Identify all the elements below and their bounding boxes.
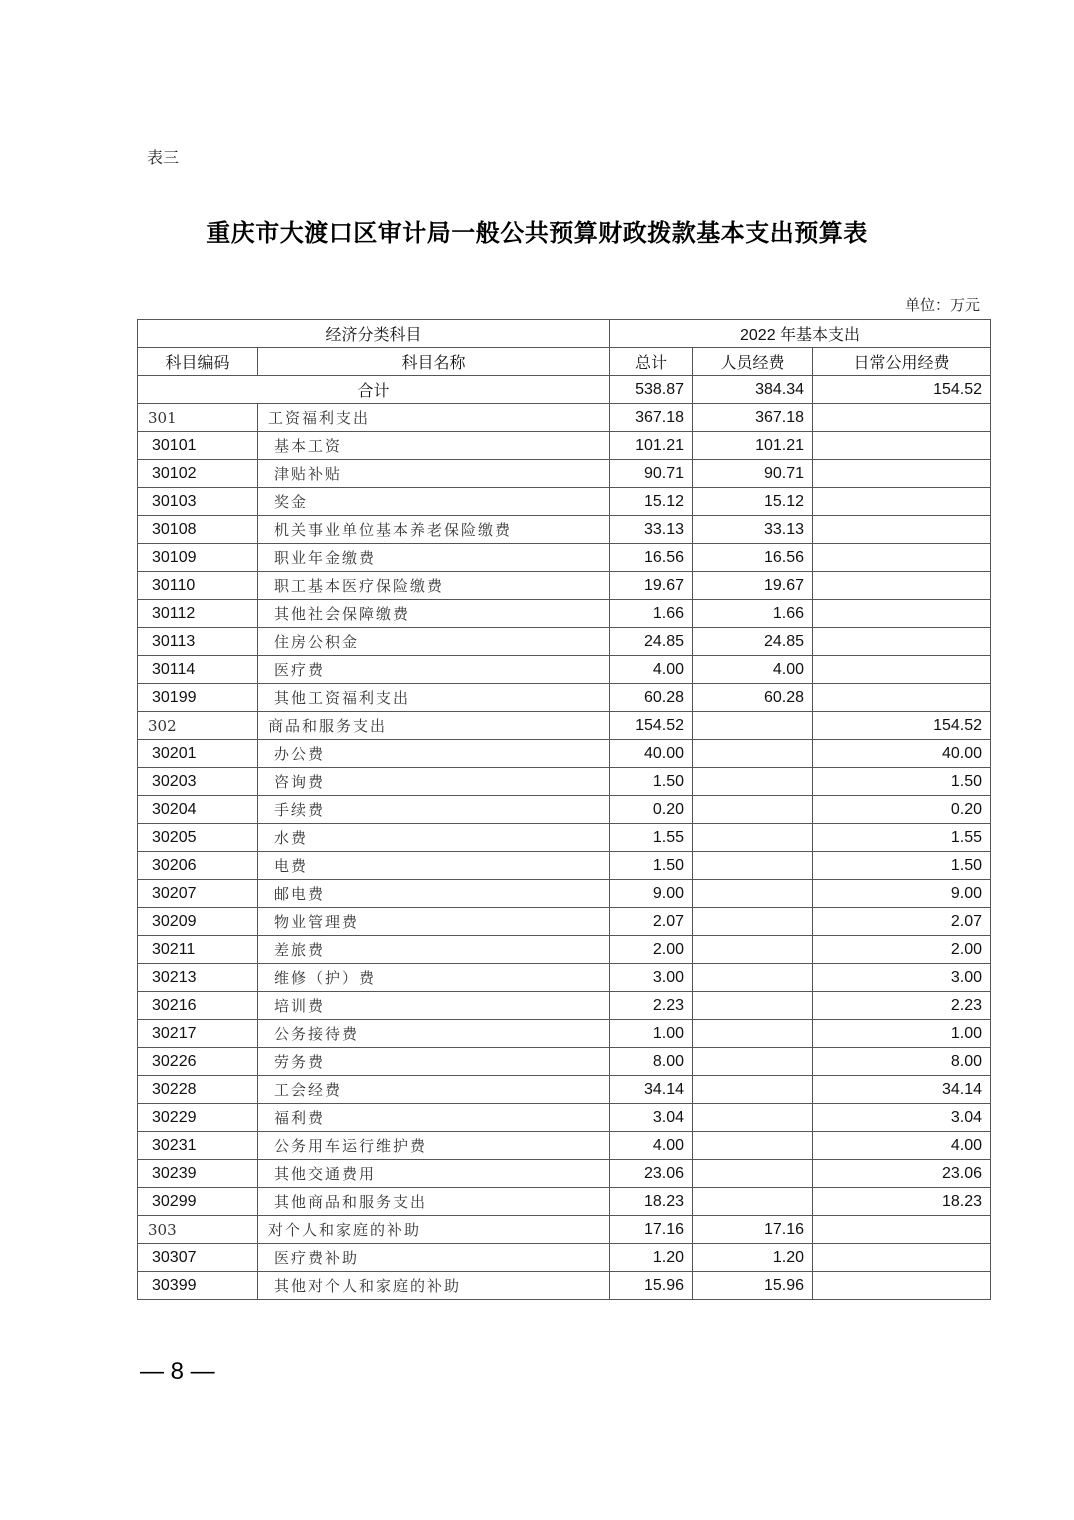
cell-code: 30112 (138, 600, 258, 628)
cell-name: 维修（护）费 (258, 964, 610, 992)
cell-name: 手续费 (258, 796, 610, 824)
cell-personnel (693, 1160, 813, 1188)
cell-personnel: 17.16 (693, 1216, 813, 1244)
cell-name: 工资福利支出 (258, 404, 610, 432)
cell-public (813, 600, 991, 628)
cell-total: 1.50 (610, 852, 693, 880)
cell-code: 30228 (138, 1076, 258, 1104)
table-row (138, 936, 991, 964)
table-row (138, 1104, 991, 1132)
cell-total: 0.20 (610, 796, 693, 824)
cell-code: 30239 (138, 1160, 258, 1188)
cell-public: 3.04 (813, 1104, 991, 1132)
header-total: 总计 (610, 348, 693, 376)
cell-name: 其他对个人和家庭的补助 (258, 1272, 610, 1300)
cell-personnel (693, 740, 813, 768)
cell-personnel (693, 712, 813, 740)
cell-public: 1.55 (813, 824, 991, 852)
cell-public (813, 544, 991, 572)
cell-personnel: 101.21 (693, 432, 813, 460)
cell-public: 3.00 (813, 964, 991, 992)
table-row (138, 1188, 991, 1216)
cell-personnel (693, 992, 813, 1020)
cell-code: 30207 (138, 880, 258, 908)
cell-name: 公务用车运行维护费 (258, 1132, 610, 1160)
cell-name: 电费 (258, 852, 610, 880)
table-row (138, 684, 991, 712)
cell-personnel (693, 852, 813, 880)
cell-personnel: 1.20 (693, 1244, 813, 1272)
cell-public: 40.00 (813, 740, 991, 768)
page-number: — 8 — (140, 1358, 215, 1385)
cell-public (813, 1216, 991, 1244)
cell-total: 4.00 (610, 1132, 693, 1160)
table-row (138, 516, 991, 544)
table-group-row (138, 404, 991, 432)
cell-name: 培训费 (258, 992, 610, 1020)
cell-total: 33.13 (610, 516, 693, 544)
table-row (138, 824, 991, 852)
total-label: 合计 (138, 376, 610, 404)
cell-total: 1.55 (610, 824, 693, 852)
cell-name: 公务接待费 (258, 1020, 610, 1048)
cell-total: 90.71 (610, 460, 693, 488)
table-group-row (138, 712, 991, 740)
cell-public: 0.20 (813, 796, 991, 824)
cell-total: 1.00 (610, 1020, 693, 1048)
cell-code: 30307 (138, 1244, 258, 1272)
cell-personnel: 33.13 (693, 516, 813, 544)
cell-personnel: 1.66 (693, 600, 813, 628)
cell-total: 24.85 (610, 628, 693, 656)
cell-code: 30109 (138, 544, 258, 572)
cell-public: 4.00 (813, 1132, 991, 1160)
cell-public (813, 488, 991, 516)
total-row (138, 376, 991, 404)
table-group-row (138, 1216, 991, 1244)
table-row (138, 600, 991, 628)
cell-personnel: 60.28 (693, 684, 813, 712)
cell-code: 30204 (138, 796, 258, 824)
cell-name: 其他工资福利支出 (258, 684, 610, 712)
cell-code: 303 (138, 1216, 258, 1244)
table-row (138, 852, 991, 880)
cell-total: 60.28 (610, 684, 693, 712)
table-row (138, 572, 991, 600)
cell-public: 23.06 (813, 1160, 991, 1188)
cell-total: 8.00 (610, 1048, 693, 1076)
cell-code: 302 (138, 712, 258, 740)
table-number-label: 表三 (147, 148, 180, 167)
cell-code: 30209 (138, 908, 258, 936)
table-row (138, 1132, 991, 1160)
cell-code: 30108 (138, 516, 258, 544)
cell-public: 1.50 (813, 852, 991, 880)
cell-total: 101.21 (610, 432, 693, 460)
cell-code: 30101 (138, 432, 258, 460)
cell-total: 15.96 (610, 1272, 693, 1300)
cell-personnel (693, 1076, 813, 1104)
cell-name: 职工基本医疗保险缴费 (258, 572, 610, 600)
cell-personnel (693, 768, 813, 796)
cell-personnel (693, 796, 813, 824)
cell-name: 劳务费 (258, 1048, 610, 1076)
cell-public (813, 628, 991, 656)
cell-name: 办公费 (258, 740, 610, 768)
table-row (138, 1160, 991, 1188)
cell-code: 301 (138, 404, 258, 432)
cell-name: 福利费 (258, 1104, 610, 1132)
cell-name: 住房公积金 (258, 628, 610, 656)
table-row (138, 908, 991, 936)
cell-personnel: 90.71 (693, 460, 813, 488)
cell-public: 18.23 (813, 1188, 991, 1216)
cell-public (813, 516, 991, 544)
table-row (138, 880, 991, 908)
cell-name: 其他社会保障缴费 (258, 600, 610, 628)
cell-name: 医疗费 (258, 656, 610, 684)
cell-public (813, 404, 991, 432)
cell-code: 30206 (138, 852, 258, 880)
cell-name: 咨询费 (258, 768, 610, 796)
cell-total: 1.50 (610, 768, 693, 796)
cell-name: 奖金 (258, 488, 610, 516)
cell-name: 其他商品和服务支出 (258, 1188, 610, 1216)
header-code: 科目编码 (138, 348, 258, 376)
cell-code: 30211 (138, 936, 258, 964)
header-economic-classification: 经济分类科目 (138, 320, 610, 348)
table-row (138, 992, 991, 1020)
cell-total: 9.00 (610, 880, 693, 908)
table-row (138, 432, 991, 460)
table-row (138, 796, 991, 824)
cell-public: 9.00 (813, 880, 991, 908)
cell-name: 工会经费 (258, 1076, 610, 1104)
cell-total: 16.56 (610, 544, 693, 572)
cell-total: 15.12 (610, 488, 693, 516)
cell-personnel (693, 1104, 813, 1132)
cell-code: 30216 (138, 992, 258, 1020)
cell-personnel: 4.00 (693, 656, 813, 684)
header-column-row (138, 348, 991, 376)
table-row (138, 488, 991, 516)
cell-personnel (693, 908, 813, 936)
cell-public (813, 1244, 991, 1272)
cell-personnel (693, 1020, 813, 1048)
cell-public: 8.00 (813, 1048, 991, 1076)
cell-personnel (693, 936, 813, 964)
cell-public (813, 684, 991, 712)
cell-total: 367.18 (610, 404, 693, 432)
cell-total: 1.66 (610, 600, 693, 628)
cell-name: 职业年金缴费 (258, 544, 610, 572)
cell-total: 23.06 (610, 1160, 693, 1188)
cell-personnel (693, 1132, 813, 1160)
cell-name: 其他交通费用 (258, 1160, 610, 1188)
cell-public (813, 1272, 991, 1300)
cell-personnel: 367.18 (693, 404, 813, 432)
cell-public: 154.52 (813, 712, 991, 740)
cell-total: 2.07 (610, 908, 693, 936)
cell-public (813, 656, 991, 684)
cell-public: 1.00 (813, 1020, 991, 1048)
document-title: 重庆市大渡口区审计局一般公共预算财政拨款基本支出预算表 (206, 218, 868, 247)
table-row (138, 964, 991, 992)
cell-name: 物业管理费 (258, 908, 610, 936)
cell-personnel (693, 880, 813, 908)
cell-personnel: 15.96 (693, 1272, 813, 1300)
header-basic-expenditure-2022: 2022 年基本支出 (610, 320, 991, 348)
cell-total: 2.23 (610, 992, 693, 1020)
table-row (138, 1048, 991, 1076)
cell-name: 津贴补贴 (258, 460, 610, 488)
cell-personnel: 15.12 (693, 488, 813, 516)
cell-total: 19.67 (610, 572, 693, 600)
header-public: 日常公用经费 (813, 348, 991, 376)
cell-personnel: 24.85 (693, 628, 813, 656)
cell-personnel (693, 964, 813, 992)
cell-total: 1.20 (610, 1244, 693, 1272)
cell-total: 40.00 (610, 740, 693, 768)
cell-public: 34.14 (813, 1076, 991, 1104)
cell-code: 30299 (138, 1188, 258, 1216)
cell-personnel (693, 1048, 813, 1076)
table-row (138, 460, 991, 488)
table-row (138, 1272, 991, 1300)
cell-name: 对个人和家庭的补助 (258, 1216, 610, 1244)
budget-table (137, 319, 991, 1300)
cell-code: 30217 (138, 1020, 258, 1048)
table-row (138, 768, 991, 796)
cell-code: 30201 (138, 740, 258, 768)
cell-total: 3.04 (610, 1104, 693, 1132)
cell-code: 30113 (138, 628, 258, 656)
cell-public: 2.00 (813, 936, 991, 964)
table-row (138, 1244, 991, 1272)
cell-code: 30203 (138, 768, 258, 796)
cell-code: 30231 (138, 1132, 258, 1160)
cell-personnel: 16.56 (693, 544, 813, 572)
table-row (138, 544, 991, 572)
cell-code: 30213 (138, 964, 258, 992)
table-row (138, 656, 991, 684)
table-row (138, 628, 991, 656)
cell-name: 邮电费 (258, 880, 610, 908)
cell-total: 3.00 (610, 964, 693, 992)
cell-code: 30226 (138, 1048, 258, 1076)
cell-code: 30205 (138, 824, 258, 852)
cell-code: 30110 (138, 572, 258, 600)
table-row (138, 740, 991, 768)
unit-label: 单位：万元 (904, 296, 980, 314)
cell-total: 17.16 (610, 1216, 693, 1244)
total-total: 538.87 (610, 376, 693, 404)
table-row (138, 1020, 991, 1048)
cell-code: 30399 (138, 1272, 258, 1300)
cell-personnel: 19.67 (693, 572, 813, 600)
cell-public: 2.23 (813, 992, 991, 1020)
cell-total: 2.00 (610, 936, 693, 964)
cell-total: 34.14 (610, 1076, 693, 1104)
total-public: 154.52 (813, 376, 991, 404)
header-name: 科目名称 (258, 348, 610, 376)
cell-code: 30102 (138, 460, 258, 488)
cell-public (813, 572, 991, 600)
cell-code: 30114 (138, 656, 258, 684)
cell-total: 154.52 (610, 712, 693, 740)
cell-public (813, 432, 991, 460)
header-group-row (138, 320, 991, 348)
cell-name: 差旅费 (258, 936, 610, 964)
cell-name: 商品和服务支出 (258, 712, 610, 740)
cell-public: 1.50 (813, 768, 991, 796)
cell-total: 18.23 (610, 1188, 693, 1216)
cell-public: 2.07 (813, 908, 991, 936)
cell-public (813, 460, 991, 488)
cell-code: 30199 (138, 684, 258, 712)
cell-code: 30103 (138, 488, 258, 516)
total-personnel: 384.34 (693, 376, 813, 404)
cell-name: 机关事业单位基本养老保险缴费 (258, 516, 610, 544)
cell-personnel (693, 824, 813, 852)
cell-name: 基本工资 (258, 432, 610, 460)
table-row (138, 1076, 991, 1104)
header-personnel: 人员经费 (693, 348, 813, 376)
cell-name: 水费 (258, 824, 610, 852)
cell-name: 医疗费补助 (258, 1244, 610, 1272)
cell-total: 4.00 (610, 656, 693, 684)
cell-personnel (693, 1188, 813, 1216)
cell-code: 30229 (138, 1104, 258, 1132)
